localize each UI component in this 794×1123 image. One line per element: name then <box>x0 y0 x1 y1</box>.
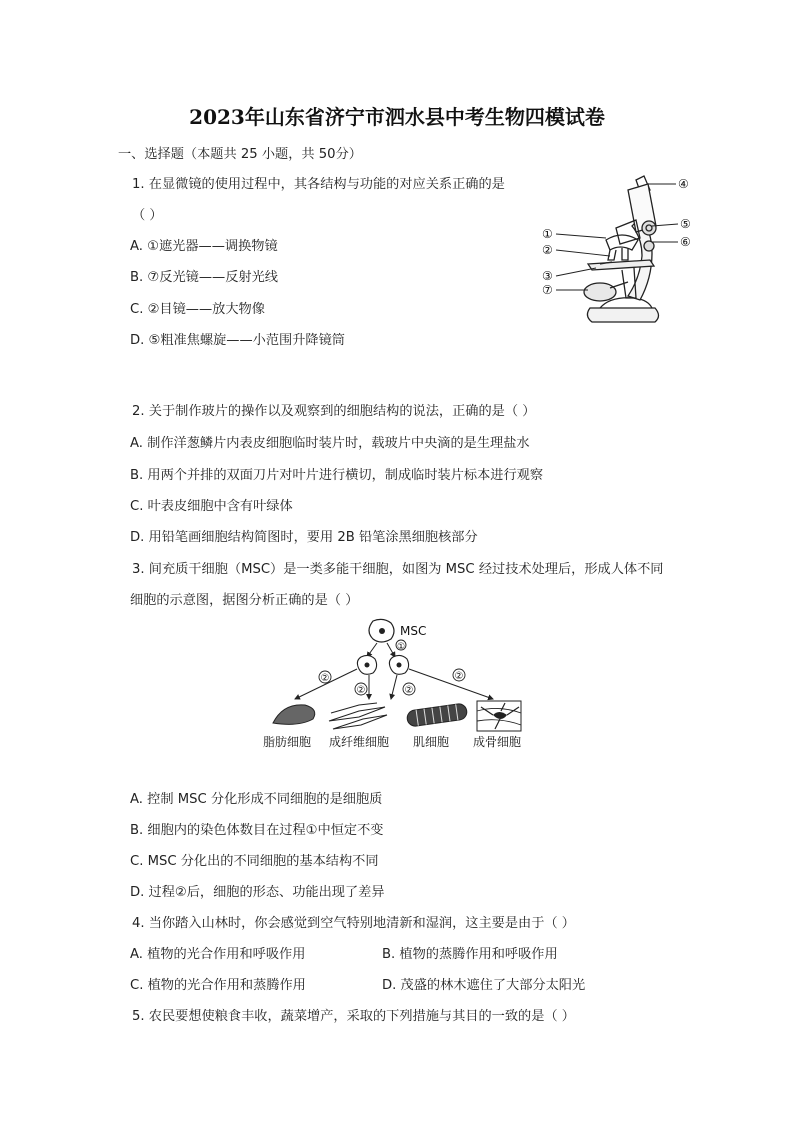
q1-option-c: C. ②目镜——放大物像 <box>130 302 265 317</box>
q3-option-d: D. 过程②后，细胞的形态、功能出现了差异 <box>130 885 385 900</box>
mic-label-4: ④ <box>678 177 689 191</box>
cell-label-muscle: 肌细胞 <box>413 735 450 749</box>
q1-option-b: B. ⑦反光镜——反射光线 <box>130 270 278 285</box>
q4-option-d: D. 茂盛的林木遮住了大部分太阳光 <box>382 978 586 993</box>
q2-stem: 2. 关于制作玻片的操作以及观察到的细胞结构的说法，正确的是（ ） <box>132 404 536 419</box>
q4-option-a: A. 植物的光合作用和呼吸作用 <box>130 947 306 962</box>
cell-label-fibroblast: 成纤维细胞 <box>329 735 390 749</box>
step2-label-c: ② <box>404 685 414 696</box>
mic-label-2: ② <box>542 243 553 257</box>
mic-label-6: ⑥ <box>680 235 691 249</box>
mic-label-1: ① <box>542 227 553 241</box>
microscope-figure <box>540 168 710 328</box>
q1-option-d: D. ⑤粗准焦螺旋——小范围升降镜筒 <box>130 333 345 348</box>
q4-option-b: B. 植物的蒸腾作用和呼吸作用 <box>382 947 558 962</box>
step1-label: ① <box>397 642 406 652</box>
section-heading: 一、选择题（本题共 25 小题，共 50分） <box>118 147 362 162</box>
q2-option-d: D. 用铅笔画细胞结构简图时，要用 2B 铅笔涂黑细胞核部分 <box>130 530 478 545</box>
step2-label-a: ② <box>320 673 330 684</box>
q3-option-a: A. 控制 MSC 分化形成不同细胞的是细胞质 <box>130 792 383 807</box>
q3-option-b: B. 细胞内的染色体数目在过程①中恒定不变 <box>130 823 384 838</box>
cell-label-fat: 脂肪细胞 <box>263 735 312 749</box>
step2-label-b: ② <box>356 685 366 696</box>
q4-option-c: C. 植物的光合作用和蒸腾作用 <box>130 978 306 993</box>
q4-stem: 4. 当你踏入山林时，你会感觉到空气特别地清新和湿润，这主要是由于（ ） <box>132 916 575 931</box>
mic-label-7: ⑦ <box>542 283 553 297</box>
step2-label-d: ② <box>454 671 464 682</box>
q2-option-a: A. 制作洋葱鳞片内表皮细胞临时装片时，载玻片中央滴的是生理盐水 <box>130 436 530 451</box>
q3-stem-line1: 3. 间充质干细胞（MSC）是一类多能干细胞，如图为 MSC 经过技术处理后，形成人体不同 <box>132 562 664 577</box>
mic-label-5: ⑤ <box>680 217 691 231</box>
cell-label-bone: 成骨细胞 <box>473 735 522 749</box>
mic-label-3: ③ <box>542 269 553 283</box>
q2-option-b: B. 用两个并排的双面刀片对叶片进行横切，制成临时装片标本进行观察 <box>130 468 544 483</box>
q3-stem-line2: 细胞的示意图，据图分析正确的是（ ） <box>130 593 359 608</box>
msc-figure <box>255 615 545 755</box>
page-title: 2023年山东省济宁市泗水县中考生物四模试卷 <box>189 105 605 129</box>
q3-option-c: C. MSC 分化出的不同细胞的基本结构不同 <box>130 854 379 869</box>
q1-bracket: （ ） <box>132 208 163 223</box>
q5-stem: 5. 农民要想使粮食丰收，蔬菜增产，采取的下列措施与其目的一致的是（ ） <box>132 1009 575 1024</box>
q1-stem: 1. 在显微镜的使用过程中，其各结构与功能的对应关系正确的是 <box>132 177 505 192</box>
q2-option-c: C. 叶表皮细胞中含有叶绿体 <box>130 499 293 514</box>
q1-option-a: A. ①遮光器——调换物镜 <box>130 239 278 254</box>
msc-label: MSC <box>400 624 427 638</box>
